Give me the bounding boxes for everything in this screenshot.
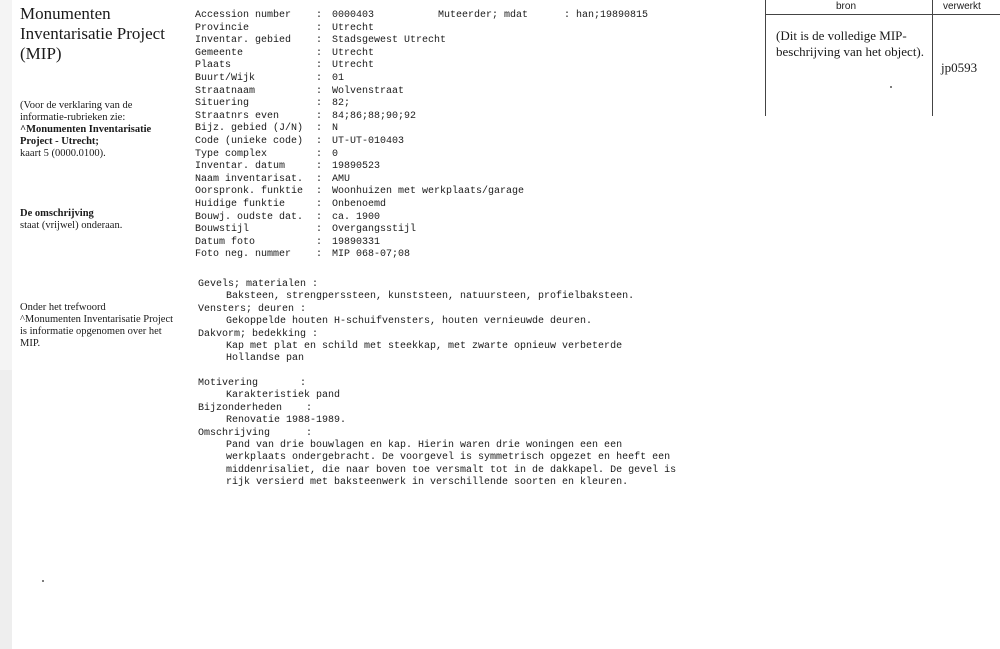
keyword-note: [20, 302, 180, 350]
field-label: Situering: [195, 98, 250, 110]
field-label: Oorspronk. funktie: [195, 186, 304, 198]
field-label: Bouwstijl: [195, 224, 250, 236]
field-separator: :: [316, 123, 323, 135]
field-label: Straatnrs even: [195, 110, 280, 122]
omschrijving-line-3: middenrisaliet, die naar boven toe versmalt tot in de dakkapel. De gevel is: [226, 464, 677, 476]
table-header-divider: [765, 14, 1000, 15]
dakvorm-heading: Dakvorm; bedekking :: [198, 328, 319, 340]
dakvorm-text-line-1: Kap met plat en schild met steekkap, met zwarte opnieuw verbeterde: [226, 341, 623, 353]
field-label: Straatnaam: [195, 85, 256, 97]
gevels-text: Baksteen, strengperssteen, kunststeen, natuursteen, profielbaksteen.: [226, 291, 635, 303]
bron-text: (Dit is de volledige MIP-beschrijving van het object).: [776, 28, 925, 59]
materials-section: [198, 279, 634, 366]
legend-note: [20, 100, 180, 160]
field-value: 0000403: [332, 10, 375, 21]
description-section: [198, 378, 676, 490]
bijzonderheden-heading: Bijzonderheden :: [198, 402, 313, 414]
field-value: Utrecht: [332, 22, 375, 34]
field-value: 19890331: [332, 236, 381, 248]
field-value: ca. 1900: [332, 211, 381, 223]
motivering-heading: Motivering :: [198, 378, 307, 389]
keyword-note-text-2: is informatie opgenomen over het MIP.: [20, 326, 162, 349]
field-value: 01: [332, 72, 345, 84]
field-separator: :: [316, 10, 323, 21]
left-column: [20, 4, 180, 64]
field-label: Bouwj. oudste dat.: [195, 211, 304, 223]
field-label: Gemeente: [195, 47, 244, 59]
table-divider-middle: [932, 0, 933, 116]
field-separator: :: [316, 47, 323, 59]
muteerder-value: : han;19890815: [564, 10, 649, 21]
field-value: 0: [332, 148, 339, 160]
vensters-text: Gekoppelde houten H-schuifvensters, houten vernieuwde deuren.: [226, 316, 593, 328]
field-value: Wolvenstraat: [332, 85, 405, 97]
description-location-note: [20, 208, 180, 232]
field-label: Provincie: [195, 22, 250, 34]
field-value: Stadsgewest Utrecht: [332, 35, 447, 47]
field-separator: :: [316, 148, 323, 160]
verwerkt-header: verwerkt: [943, 1, 981, 12]
motivering-text: Karakteristiek pand: [226, 390, 341, 402]
field-value: UT-UT-010403: [332, 135, 405, 147]
description-location-text: staat (vrijwel) onderaan.: [20, 220, 123, 231]
field-separator: :: [316, 236, 323, 248]
dakvorm-text-line-2: Hollandse pan: [226, 353, 305, 365]
muteerder-field: [438, 10, 649, 23]
field-separator: :: [316, 98, 323, 110]
scan-speck: [42, 580, 44, 582]
field-value: Onbenoemd: [332, 198, 387, 210]
field-label: Datum foto: [195, 236, 256, 248]
legend-note-text-2: kaart 5 (0000.0100).: [20, 148, 106, 159]
keyword-note-reference: ^Monumenten Inventarisatie Project: [20, 314, 174, 325]
omschrijving-heading: Omschrijving :: [198, 427, 313, 439]
field-value: 82;: [332, 98, 351, 110]
field-label: Inventar. datum: [195, 161, 286, 173]
field-separator: :: [316, 198, 323, 210]
field-separator: :: [316, 211, 323, 223]
muteerder-label: Muteerder; mdat: [438, 10, 529, 21]
field-value: N: [332, 123, 339, 135]
field-value: 19890523: [332, 161, 381, 173]
field-label: Type complex: [195, 148, 268, 160]
field-separator: :: [316, 186, 323, 198]
field-separator: :: [316, 161, 323, 173]
field-label: Inventar. gebied: [195, 35, 292, 47]
scan-shade-bottom-left: [0, 370, 12, 649]
table-divider-left: [765, 0, 766, 116]
field-label: Buurt/Wijk: [195, 72, 256, 84]
field-value: Overgangsstijl: [332, 224, 417, 236]
bijzonderheden-text: Renovatie 1988-1989.: [226, 415, 347, 427]
field-label: Huidige funktie: [195, 198, 286, 210]
field-label: Foto neg. nummer: [195, 249, 292, 261]
field-label: Naam inventarisat.: [195, 173, 304, 185]
field-separator: :: [316, 173, 323, 185]
field-label: Bijz. gebied (J/N): [195, 123, 304, 135]
field-separator: :: [316, 72, 323, 84]
field-separator: :: [316, 60, 323, 72]
field-separator: :: [316, 249, 323, 261]
legend-note-reference: ^Monumenten Inventarisatie Project - Utrecht;: [20, 124, 152, 147]
field-value: Utrecht: [332, 60, 375, 72]
omschrijving-line-4: rijk versierd met baksteenwerk in verschillende soorten en kleuren.: [226, 477, 629, 489]
omschrijving-line-2: werkplaats ondergebracht. De voorgevel is symmetrisch opgezet en heeft een: [226, 452, 671, 464]
field-separator: :: [316, 135, 323, 147]
field-separator: :: [316, 22, 323, 34]
vensters-heading: Vensters; deuren :: [198, 303, 307, 315]
verwerkt-code: jp0593: [941, 60, 978, 75]
keyword-note-text-1: Onder het trefwoord: [20, 302, 106, 313]
field-value: Woonhuizen met werkplaats/garage: [332, 186, 525, 198]
description-location-heading: De omschrijving: [20, 208, 94, 219]
field-value: MIP 068-07;08: [332, 249, 411, 261]
field-separator: :: [316, 35, 323, 47]
field-separator: :: [316, 85, 323, 97]
omschrijving-line-1: Pand van drie bouwlagen en kap. Hierin waren drie woningen een een: [226, 440, 623, 452]
field-label: Code (unieke code): [195, 135, 304, 147]
gevels-heading: Gevels; materialen :: [198, 279, 319, 290]
field-separator: :: [316, 110, 323, 122]
document-title: Monumenten Inventarisatie Project (MIP): [20, 4, 165, 63]
source-table: [765, 0, 1000, 116]
field-value: Utrecht: [332, 47, 375, 59]
field-value: AMU: [332, 173, 351, 185]
scan-speck: [890, 86, 892, 88]
field-label: Plaats: [195, 60, 232, 72]
legend-note-text-1: (Voor de verklaring van de informatie-rubrieken zie:: [20, 100, 133, 123]
bron-header: bron: [836, 1, 857, 12]
field-label: Accession number: [195, 10, 292, 21]
field-separator: :: [316, 224, 323, 236]
field-value: 84;86;88;90;92: [332, 110, 417, 122]
